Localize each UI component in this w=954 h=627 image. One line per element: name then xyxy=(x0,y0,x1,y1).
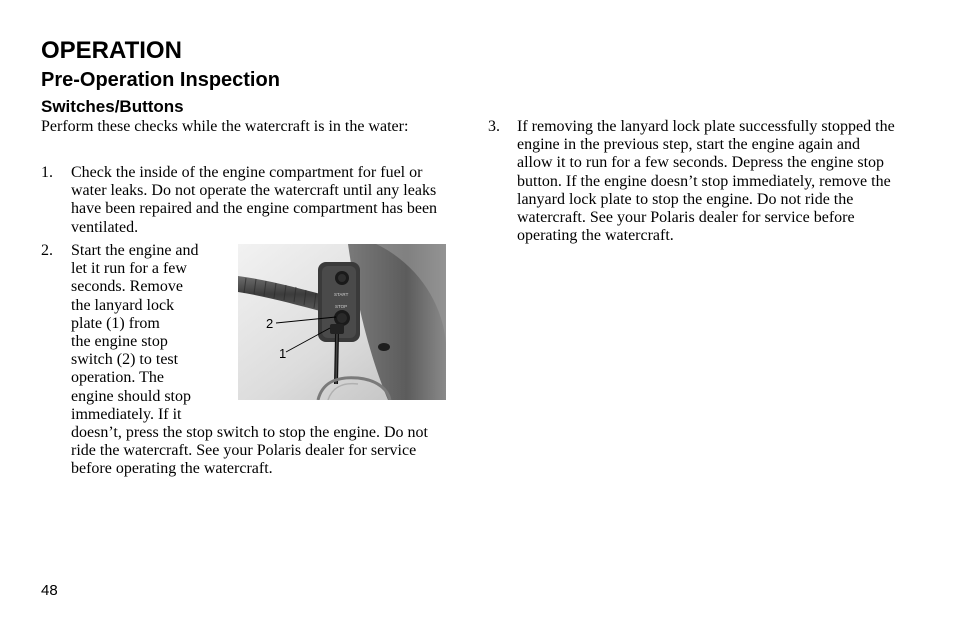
text-line: the lanyard lock xyxy=(71,296,175,314)
text-line: the engine stop xyxy=(71,333,168,351)
step-number: 2. xyxy=(41,242,53,259)
callout-2: 2 xyxy=(266,316,274,331)
step-text-continued: doesn’t, press the stop switch to stop the engine. Do not ride the watercraft. See your Polaris dealer for service before operating the watercraft. xyxy=(71,424,428,478)
text-line: immediately. If it xyxy=(71,405,182,423)
topic-title: Switches/Buttons xyxy=(41,97,184,116)
text-line: engine should stop xyxy=(71,387,191,405)
step-text: If removing the lanyard lock plate successfully stopped the engine in the previous step, start the engine again and allow it to run for a few seconds. Depress the engine stop button. If the engine doesn’t stop immediately, remove the lanyard lock plate to stop the engine. Do not ride the watercraft. See your Polaris dealer for service before operating the watercraft. xyxy=(517,118,895,245)
console-screw xyxy=(378,343,390,351)
callout-1: 1 xyxy=(279,346,287,361)
text-line: seconds. Remove xyxy=(71,278,183,296)
step-3 xyxy=(488,118,898,245)
text-line: operation. The xyxy=(71,369,165,387)
start-label: START xyxy=(334,292,349,297)
page-number: 48 xyxy=(41,582,58,599)
stop-label: STOP xyxy=(335,304,348,309)
text-line: Start the engine and xyxy=(71,242,199,259)
text-line: plate (1) from xyxy=(71,314,160,332)
lanyard-lock-plate xyxy=(330,324,344,334)
text-line: switch (2) to test xyxy=(71,351,179,369)
subsection-title: Pre-Operation Inspection xyxy=(41,69,280,91)
handlebar-switch-photo xyxy=(238,244,446,400)
step-1 xyxy=(41,164,441,237)
text-line: let it run for a few xyxy=(71,260,187,278)
step-text-wrapped xyxy=(71,242,221,424)
section-title: OPERATION xyxy=(41,37,182,64)
step-number: 1. xyxy=(41,164,53,181)
step-text: Check the inside of the engine compartment for fuel or water leaks. Do not operate the watercraft until any leaks have been repaired and the engine compartment has been ventilated. xyxy=(71,164,438,236)
step-number: 3. xyxy=(488,118,500,135)
intro-paragraph: Perform these checks while the watercraft is in the water: xyxy=(41,118,409,135)
